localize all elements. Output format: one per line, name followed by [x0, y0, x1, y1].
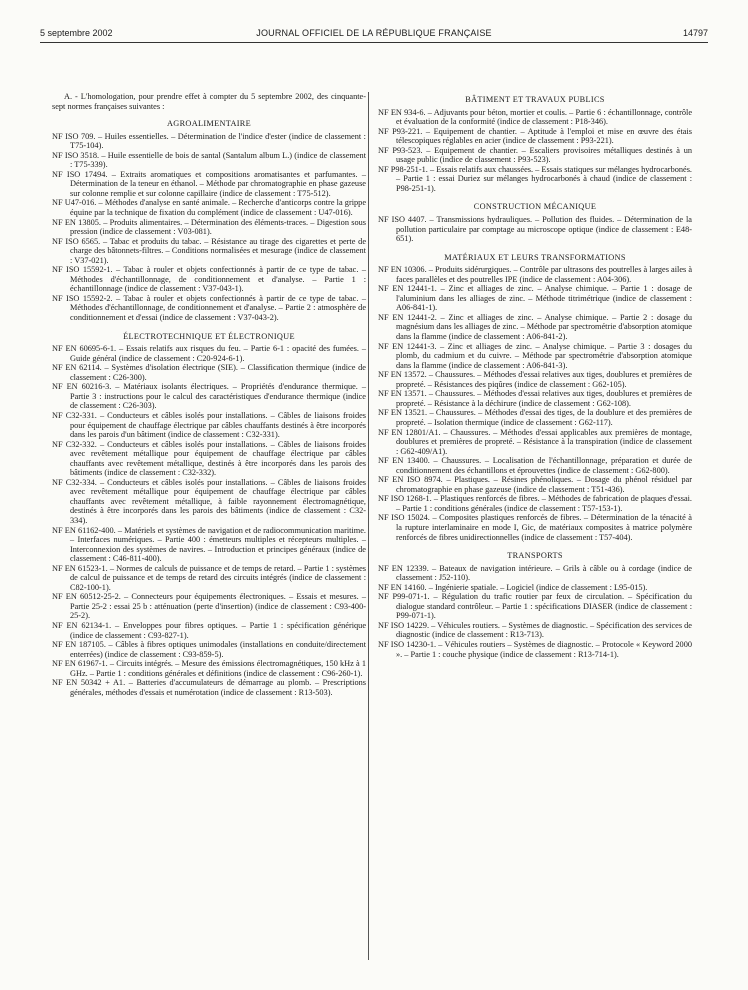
standard-entry [52, 478, 366, 526]
standard-description: – Tabac à rouler et objets confectionnés à partir de ce type de tabac. – Méthodes d'échantillonnage, de conditionnement et d'analyse. – Partie 2 : atmosphère de conditionnement et d'essai (indice de classement : V37-043-2). [70, 293, 367, 323]
standard-entry [52, 265, 366, 294]
standard-entry [52, 198, 366, 217]
standard-code: NF EN 61523-1. [52, 563, 108, 573]
standard-description: – Conducteurs et câbles isolés pour installations. – Câbles de liaisons froides pour équipement de chauffage électrique par câbles chauffants destinés à être incorporés dans les parois d'un bâtiment (indice de classement : C32-331). [70, 410, 367, 440]
standard-description: – Enveloppes pour fibres optiques. – Partie 1 : spécification générique (indice de classement : C93-827-1). [70, 620, 367, 640]
standard-code: NF EN 12441-2. [378, 312, 437, 322]
standard-entry [378, 456, 692, 475]
standard-entry [378, 127, 692, 146]
section-heading: MATÉRIAUX ET LEURS TRANSFORMATIONS [444, 252, 626, 262]
standard-code: NF P93-221. [378, 126, 423, 136]
left-column [52, 92, 366, 697]
section-heading: CONSTRUCTION MÉCANIQUE [473, 202, 597, 212]
standard-entry [378, 389, 692, 408]
standard-entry [378, 108, 692, 127]
standard-entry [378, 621, 692, 640]
standard-description: – Véhicules routiers. – Systèmes de diagnostic. – Spécification des services de diagnostic (indice de classement : R13-713). [396, 620, 692, 640]
standard-entry [378, 592, 692, 621]
standard-code: NF EN 12339. [378, 563, 429, 573]
standard-entry [378, 342, 692, 371]
standard-code: NF EN 13400. [378, 456, 430, 466]
standard-entry [378, 146, 692, 165]
standard-description: – Equipement de chantier. – Escaliers provisoires métalliques destinés à un usage public (indice de classement : P93-523). [396, 145, 693, 165]
standard-description: – Extraits aromatiques et compositions aromatisantes et parfumantes. – Détermination de la teneur en éthanol. – Méthode par chromatographie en phase gazeuse sur colonne remplie et sur colonne capillaire (indice de classement : T75-512). [70, 169, 367, 198]
standard-code: NF EN ISO 8974. [378, 475, 443, 485]
standard-description: – Connecteurs pour équipements électroniques. – Essais et mesures. – Partie 25-2 : essai 25 b : atténuation (perte d'insertion) (indice de classement : C93-400-25-2). [70, 592, 367, 621]
standard-description: – Composites plastiques renforcés de fibres. – Détermination de la ténacité à la rupture interlaminaire en mode I, Gic, de matériaux composites à matrice polymère renforcés de fibres unidirectionnelles (indice de classement : T57-404). [396, 513, 692, 542]
standard-description: – Equipement de chantier. – Aptitude à l'emploi et mise en œuvre des étais télescopiques réglables en acier (indice de classement : P93-221). [396, 126, 693, 146]
standard-entry [378, 583, 692, 593]
journal-title: JOURNAL OFFICIEL DE LA RÉPUBLIQUE FRANÇAISE [256, 28, 492, 38]
standard-code: NF P93-523. [378, 145, 423, 155]
standard-entry [52, 564, 366, 593]
standard-description: – Transmissions hydrauliques. – Pollution des fluides. – Détermination de la pollution particulaire par comptage au microscope optique (indice de classement : E48-651). [396, 215, 692, 244]
standard-entry [52, 592, 366, 621]
standard-description: – Tabac à rouler et objets confectionnés à partir de ce type de tabac. – Méthodes d'échantillonnage, de conditionnement et d'analyse. – Partie 1 : échantillonnage (indice de classement : V37-043-1). [70, 265, 367, 294]
standard-description: – Zinc et alliages de zinc. – Analyse chimique. – Partie 1 : dosage de l'aluminium dans les alliages de zinc. – Méthode titrimétrique (indice de classement : A06-841-1). [396, 284, 692, 313]
standard-entry [52, 640, 366, 659]
standard-entry [52, 440, 366, 478]
standard-code: NF C32-331. [52, 410, 97, 420]
standard-entry [378, 165, 692, 194]
standard-entry [52, 151, 366, 170]
standard-entry [52, 678, 366, 697]
standard-entry [52, 659, 366, 678]
standard-code: NF ISO 6565. [52, 236, 101, 246]
section-heading: TRANSPORTS [507, 551, 563, 561]
standard-description: – Conducteurs et câbles isolés pour installations. – Câbles de liaisons froides avec revêtement métallique pour équipement de chauffage électrique par câbles chauffants avec revêtement métallique, à faible rayonnement électromagnétique, destinés à être incorporés dans les parois des bâtiments (indice de classement : C32-334). [70, 477, 367, 525]
standard-code: NF U47-016. [52, 198, 97, 208]
standard-code: NF EN 61967-1. [52, 659, 108, 669]
standard-description: – Plastiques renforcés de fibres. – Méthodes de fabrication de plaques d'essai. – Partie 1 : conditions générales (indice de classement : T57-153-1). [396, 494, 693, 513]
standard-description: – Chaussures. – Méthodes d'essai des tiges, de la doublure et des premières de propreté. – Isolation thermique (indice de classement : G62-117). [396, 408, 692, 427]
standard-entry [52, 294, 366, 323]
standard-description: – Circuits intégrés. – Mesure des émissions électromagnétiques, 150 kHz à 1 GHz. – Partie 1 : conditions générales et définitions (indice de classement : C96-260-1). [70, 659, 366, 678]
standard-entry [52, 237, 366, 266]
right-column [378, 92, 692, 659]
standard-description: – Chaussures. – Localisation de l'échantillonnage, préparation et durée de conditionnement des échantillons et éprouvettes (indice de classement : G62-800). [396, 456, 693, 475]
standard-entry [52, 526, 366, 564]
standard-code: NF ISO 709. [52, 131, 96, 141]
standard-code: NF ISO 1268-1. [378, 494, 432, 504]
standard-description: – Matériaux isolants électriques. – Propriétés d'endurance thermique. – Partie 3 : instructions pour le calcul des caractéristiques d'endurance thermique (indice de classement : C26-303). [70, 382, 366, 411]
standard-code: NF EN 13521. [378, 408, 428, 418]
standard-code: NF ISO 15592-1. [52, 265, 113, 275]
standard-entry [378, 313, 692, 342]
standard-description: – Huile essentielle de bois de santal (Santalum album L.) (indice de classement : T75-339). [70, 150, 367, 170]
standard-entry [378, 370, 692, 389]
standard-code: NF EN 62134-1. [52, 620, 112, 630]
standard-entry [378, 284, 692, 313]
standard-code: NF EN 13805. [52, 217, 101, 227]
standard-code: NF EN 60695-6-1. [52, 344, 117, 354]
standard-entry [52, 363, 366, 382]
standard-description: – Zinc et alliages de zinc. – Analyse chimique. – Partie 2 : dosage du magnésium dans les alliages de zinc. – Méthode par spectrométrie d'absorption atomique dans la flamme (indice de classement : A06-841-2). [396, 312, 693, 342]
standard-entry [52, 411, 366, 440]
standard-entry [378, 215, 692, 244]
standard-description: – Huiles essentielles. – Détermination de l'indice d'ester (indice de classement : T75-104). [70, 131, 366, 151]
standard-description: – Câbles à fibres optiques unimodales (installations en conduite/directement enterrées) (indice de classement : C93-859-5). [70, 640, 367, 659]
standard-code: NF EN 13571. [378, 389, 427, 399]
standard-code: NF ISO 15024. [378, 513, 430, 523]
standard-code: NF EN 12441-3. [378, 341, 437, 351]
standard-entry [52, 621, 366, 640]
standard-entry [52, 382, 366, 411]
standard-description: – Véhicules routiers – Systèmes de diagnostic. – Protocole « Keyword 2000 ». – Partie 1 : couche physique (indice de classement : R13-714-1). [396, 639, 692, 659]
standard-description: – Méthodes d'analyse en santé animale. – Recherche d'anticorps contre la grippe équine par la technique de fixation du complément (indice de classement : U47-016). [70, 198, 366, 218]
standard-description: – Bateaux de navigation intérieure. – Grils à câble ou à cordage (indice de classement : J52-110). [396, 563, 692, 583]
standard-description: – Produits sidérurgiques. – Contrôle par ultrasons des poutrelles à larges ailes à faces parallèles et des poutrelles IPE (indice de classement : A04-306). [396, 265, 692, 284]
section-heading: AGROALIMENTAIRE [166, 119, 252, 129]
standard-code: NF EN 187105. [52, 640, 106, 650]
standard-code: NF EN 12801/A1. [378, 427, 441, 437]
standard-code: NF ISO 17494. [52, 169, 108, 179]
standard-code: NF EN 50342 + A1. [52, 678, 126, 688]
standard-entry [378, 564, 692, 583]
standard-description: – Normes de calculs de puissance et de temps de retard. – Partie 1 : systèmes de calcul de puissance et de temps de retard des circuits intégrés (indice de classement : C82-100-1). [70, 563, 366, 592]
standard-entry [378, 265, 692, 284]
page-number: 14797 [682, 28, 708, 38]
standard-code: NF EN 10306. [378, 265, 427, 275]
standard-code: NF ISO 3518. [52, 150, 100, 160]
standard-description: – Chaussures. – Méthodes d'essai relatives aux tiges, doublures et premières de propreté. – Résistance à la déchirure (indice de classement : G62-108). [396, 389, 692, 408]
standard-entry [378, 513, 692, 542]
standard-code: NF EN 60512-25-2. [52, 592, 121, 602]
standard-description: – Matériels et systèmes de navigation et de radiocommunication maritime. – Interfaces numériques. – Partie 400 : émetteurs multiples et récepteurs multiples. – Interconnexion des systèmes de navires. – Introduction et principes généraux (indice de classement : C46-811-400). [70, 525, 366, 564]
standard-description: – Adjuvants pour béton, mortier et coulis. – Partie 6 : échantillonnage, contrôle et évaluation de la conformité (indice de classement : P18-346). [396, 107, 692, 127]
standard-description: – Conducteurs et câbles isolés pour installations. – Câbles de liaisons froides avec revêtement métallique pour équipement de chauffage électrique par câbles chauffants avec revêtement métallique, destinés à être incorporés dans les parois des bâtiments (indice de classement : C32-332). [70, 439, 367, 478]
standard-entry [52, 132, 366, 151]
standard-description: – Produits alimentaires. – Détermination des éléments-traces. – Digestion sous pression (indice de classement : V03-081). [70, 217, 366, 237]
standard-code: NF EN 13572. [378, 370, 427, 380]
standard-entry [378, 640, 692, 659]
standard-code: NF EN 14160. [378, 582, 427, 592]
standard-description: – Batteries d'accumulateurs de démarrage au plomb. – Prescriptions générales, méthodes d'essais et numérotation (indice de classement : R13-503). [70, 678, 367, 697]
standard-description: – Régulation du trafic routier par feux de circulation. – Spécification du dialogue standard contrôleur. – Partie 1 : spécifications DIASER (indice de classement : P99-071-1). [396, 592, 692, 621]
standard-entry [378, 428, 692, 457]
running-header [40, 28, 708, 40]
standard-code: NF ISO 4407. [378, 215, 427, 225]
intro-paragraph: A. - L'homologation, pour prendre effet à compter du 5 septembre 2002, des cinquante-sept normes françaises suivantes : [52, 92, 366, 111]
standard-code: NF ISO 14229. [378, 620, 430, 630]
standard-description: – Chaussures. – Méthodes d'essai applicables aux premières de montage, doublures et premières de propreté. – Résistance à la transpiration (indice de classement : G62-409/A1). [396, 427, 693, 456]
standard-code: NF EN 62114. [52, 363, 102, 373]
standard-entry [52, 344, 366, 363]
standard-description: – Tabac et produits du tabac. – Résistance au tirage des cigarettes et perte de charge des bâtonnets-filtres. – Conditions normalisées et mesurage (indice de classement : V37-021). [70, 236, 367, 265]
standard-entry [378, 475, 692, 494]
standard-code: NF P99-071-1. [378, 592, 430, 602]
standard-code: NF EN 60216-3. [52, 382, 112, 392]
standard-code: NF ISO 14230-1. [378, 639, 437, 649]
column-divider [368, 92, 369, 960]
header-rule [40, 42, 708, 43]
standard-description: – Chaussures. – Méthodes d'essai relatives aux tiges, doublures et premières de propreté. – Résistances des piqûres (indice de classement : G62-105). [396, 370, 692, 389]
standard-entry [52, 170, 366, 199]
standard-description: – Essais relatifs aux chaussées. – Essais statiques sur mélanges hydrocarbonés. – Partie 1 : essai Duriez sur mélanges hydrocarbonés à chaud (indice de classement : P98-251-1). [396, 164, 692, 193]
standard-description: – Plastiques. – Résines phénoliques. – Dosage du phénol résiduel par chromatographie en phase gazeuse (indice de classement : T51-436). [396, 475, 692, 494]
standard-code: NF EN 934-6. [378, 107, 426, 117]
standard-entry [378, 408, 692, 427]
standard-code: NF EN 12441-1. [378, 284, 437, 294]
standard-code: NF EN 61162-400. [52, 525, 116, 535]
standard-code: NF C32-334. [52, 477, 97, 487]
standard-entry [378, 494, 692, 513]
standard-description: – Zinc et alliages de zinc. – Analyse chimique. – Partie 3 : dosages du plomb, du cadmium et du cuivre. – Méthode par spectrométrie d'absorption atomique dans la flamme (indice de classement : A06-841-3). [396, 341, 692, 370]
standard-entry [52, 218, 366, 237]
standard-description: – Ingénierie spatiale. – Logiciel (indice de classement : L95-015). [428, 582, 648, 592]
standard-code: NF ISO 15592-2. [52, 293, 113, 303]
section-heading: BÂTIMENT ET TRAVAUX PUBLICS [465, 95, 605, 104]
standard-description: – Systèmes d'isolation électrique (SIE). – Classification thermique (indice de classement : C26-300). [70, 363, 366, 382]
header-date: 5 septembre 2002 [40, 28, 113, 38]
standard-code: NF P98-251-1. [378, 164, 428, 174]
section-heading: ÉLECTROTECHNIQUE ET ÉLECTRONIQUE [123, 331, 295, 341]
standard-code: NF C32-332. [52, 439, 97, 449]
standard-description: – Essais relatifs aux risques du feu. – Partie 6-1 : opacité des fumées. – Guide général (indice de classement : C20-924-6-1). [70, 344, 366, 363]
